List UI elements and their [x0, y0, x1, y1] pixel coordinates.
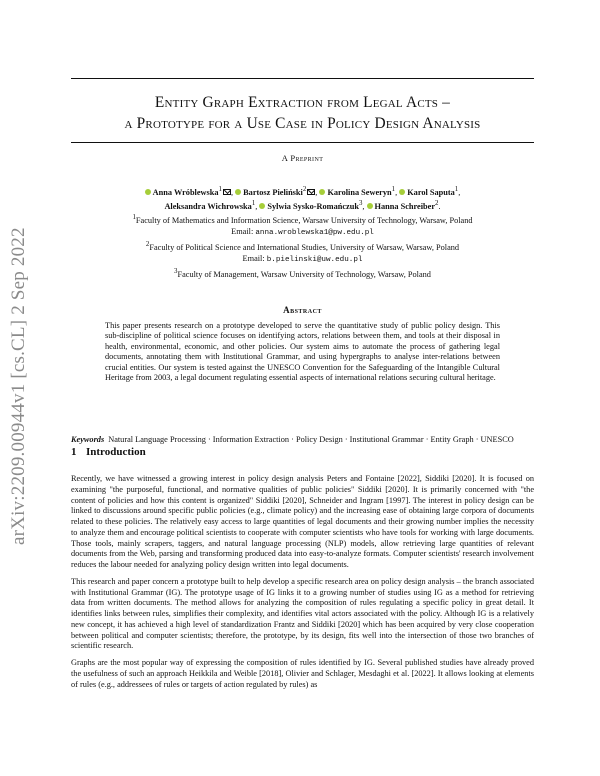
- paper-title: [71, 92, 534, 134]
- author-block: [71, 184, 534, 280]
- affiliation-1: $^1$Faculty of Mathematics and Information Science, Warsaw University of Technology, Warsaw, Poland: [132, 213, 473, 225]
- affiliation-3: $^3$Faculty of Management, Warsaw University of Technology, Warsaw, Poland: [174, 268, 431, 280]
- email-link[interactable]: b.pielinski@uw.edu.pl: [266, 256, 363, 265]
- paper-title-line-2: a Prototype for a Use Case in Policy Design Analysis: [124, 115, 481, 132]
- author-name: Karol Saputa: [407, 187, 455, 197]
- keywords: [71, 435, 534, 446]
- author-line-2: Aleksandra Wichrowska$^1$, Sylwia Sysko-Romańczuk$^3$, Hanna Schreiber$^2$.: [164, 199, 441, 211]
- section-number: 1: [71, 446, 77, 458]
- email-envelope-icon[interactable]: [307, 189, 315, 195]
- abstract-text: This paper presents research on a prototype developed to serve the quantitative study of public policy design. This sub-discipline of political science focuses on identifying actors, relations between them, and tools at their disposal in health, environmental, economic, and other policies. Our system aims to automate the process of gathering legal documents, annotating them with Institutional Grammar, and using hypergraphs to analyse inter-relations between crucial entities. Our system is tested against the UNESCO Convention for the Safeguarding of the Intangible Cultural Heritage from 2003, a legal document regulating essential aspects of international relations securing cultural heritage.: [105, 321, 500, 383]
- orcid-icon[interactable]: [319, 189, 325, 195]
- author-name: Aleksandra Wichrowska: [164, 201, 252, 211]
- affiliation-2: $^2$Faculty of Political Science and International Studies, University of Warsaw, Warsaw, Poland: [145, 241, 460, 252]
- author-name: Anna Wróblewska: [152, 187, 219, 197]
- email-envelope-icon[interactable]: [223, 189, 231, 195]
- abstract-heading: Abstract: [283, 305, 322, 315]
- section-heading: [71, 446, 534, 458]
- arxiv-identifier-stamp: arXiv:2209.00944v1 [cs.CL] 2 Sep 2022: [8, 227, 29, 545]
- keywords-label: Keywords: [71, 435, 105, 444]
- keywords-list: Natural Language Processing · Information Extraction · Policy Design · Institutional Grammar · Entity Graph · UNESCO: [108, 435, 514, 444]
- orcid-icon[interactable]: [235, 189, 241, 195]
- orcid-icon[interactable]: [145, 189, 151, 195]
- paragraph: Graphs are the most popular way of expressing the composition of rules identified by IG. Several published studies have already proved the usefulness of such an approach Heikkila and Weible [2018], Olivier and Schlager, Mesdaghi et al. [2022]. It allows looking at elements of rules (e.g., addressees of rules or targets of action regulated by rules) as: [71, 658, 534, 689]
- section-title: Introduction: [86, 446, 146, 458]
- email-link[interactable]: anna.wroblewska1@pw.edu.pl: [255, 228, 374, 237]
- preprint-label: A Preprint: [281, 153, 324, 163]
- author-line-1: Anna Wróblewska$^1$ , Bartosz Pieliński$^2$ , Karolina Seweryn$^1$, Karol Saputa$^1$,: [71, 184, 534, 198]
- author-name: Karolina Seweryn: [327, 187, 392, 197]
- paragraph: Recently, we have witnessed a growing interest in policy design analysis Peters and Fontaine [2022], Siddiki [2020]. It is focused on examining "the purposeful, functional, and normative qualities of public policies" Siddiki [2020]. It is primarily concerned with "the content of policies and how this content is organized" Siddiki [2020], Schneider and Ingram [1997]. The interest in policy design can be linked to discussions around specific public policies (e.g., climate policy) and the increasing ease of obtaining large corpora of documents related to these policies. The relatively easy access to large quantities of legal documents and their growing number implies the necessity to analyze them and encourage political scientists to cooperate with computer scientists who have tools for working with large documents. Those tools, mainly scrapers, taggers, and natural language processing (NLP) models, allow retrieving large quantities of relevant documents from the Web, parsing and transforming produced data into easy-to-analyze formats. Computer scientists' research involvement reduces the labour needed for analyzing policy design written into legal documents.: [71, 474, 534, 569]
- title-bottom-rule: [71, 142, 534, 143]
- author-name: Sylwia Sysko-Romańczuk: [267, 201, 359, 211]
- orcid-icon[interactable]: [367, 203, 373, 209]
- paper-title-line-1: Entity Graph Extraction from Legal Acts –: [154, 94, 451, 111]
- title-top-rule: [71, 78, 534, 79]
- paragraph: This research and paper concern a prototype built to help develop a specific research area on policy design analysis – the branch associated with Institutional Grammar (IG). The prototype usage of IG links it to a growing number of studies using IG as a method for retrieving data from written documents. The method allows for analyzing the composition of rules regulating a specific policy in great detail. It identifies links between rules, simplifies their complexity, and identifies vital actors associated with the policy. Although IG is a relatively new concept, it has achieved a high level of standardization Frantz and Siddiki [2020] which has been acquired by very close cooperation between political and computer scientists; therefore, the prototype, by its design, fits well into the intersection of those two branches of scientific research.: [71, 576, 534, 651]
- affiliation-1-email: Email: anna.wroblewska1@pw.edu.pl: [231, 226, 374, 237]
- author-name: Hanna Schreiber: [374, 201, 436, 211]
- orcid-icon[interactable]: [399, 189, 405, 195]
- section-body: [71, 474, 534, 696]
- affiliation-2-email: Email: b.pielinski@uw.edu.pl: [242, 254, 363, 265]
- author-name: Bartosz Pieliński: [243, 187, 303, 197]
- orcid-icon[interactable]: [259, 203, 265, 209]
